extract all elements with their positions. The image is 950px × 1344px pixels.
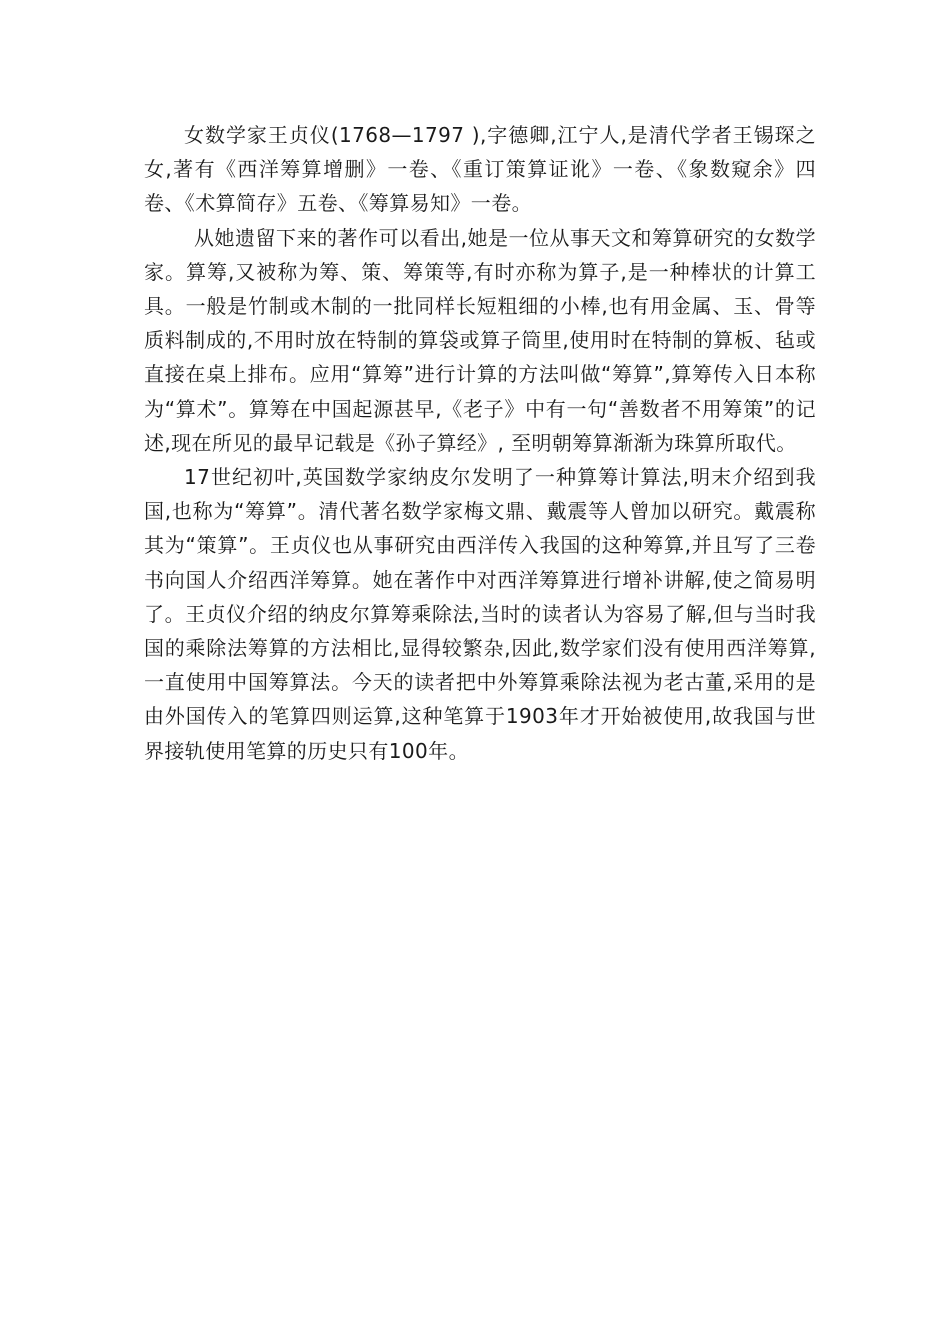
paragraph-3: 17世纪初叶,英国数学家纳皮尔发明了一种算筹计算法,明末介绍到我国,也称为“筹算”。清代著名数学家梅文鼎、戴震等人曾加以研究。戴震称其为“策算”。王贞仪也从事研究由西洋传入我国的这种筹算,并且写了三卷书向国人介绍西洋筹算。她在著作中对西洋筹算进行增补讲解,使之简易明了。王贞仪介绍的纳皮尔算筹乘除法,当时的读者认为容易了解,但与当时我国的乘除法筹算的方法相比,显得较繁杂,因此,数学家们没有使用西洋筹算,一直使用中国筹算法。今天的读者把中外筹算乘除法视为老古董,采用的是由外国传入的笔算四则运算,这种笔算于1903年才开始被使用,故我国与世界接轨使用笔算的历史只有100年。 bbox=[144, 465, 816, 763]
document-body bbox=[144, 118, 816, 768]
paragraph-1: 女数学家王贞仪(1768—1797 ),字德卿,江宁人,是清代学者王锡琛之女,著有《西洋筹算增删》一卷、《重订策算证讹》一卷、《象数窥余》四卷、《术算简存》五卷、《筹算易知》一卷。 bbox=[144, 123, 816, 216]
paragraph-2: 从她遗留下来的著作可以看出,她是一位从事天文和筹算研究的女数学家。算筹,又被称为筹、策、筹策等,有时亦称为算子,是一种棒状的计算工具。一般是竹制或木制的一批同样长短粗细的小棒,也有用金属、玉、骨等质料制成的,不用时放在特制的算袋或算子筒里,使用时在特制的算板、毡或直接在桌上排布。应用“算筹”进行计算的方法叫做“筹算”,算筹传入日本称为“算术”。算筹在中国起源甚早,《老子》中有一句“善数者不用筹策”的记述,现在所见的最早记载是《孙子算经》, 至明朝筹算渐渐为珠算所取代。 bbox=[144, 225, 816, 455]
